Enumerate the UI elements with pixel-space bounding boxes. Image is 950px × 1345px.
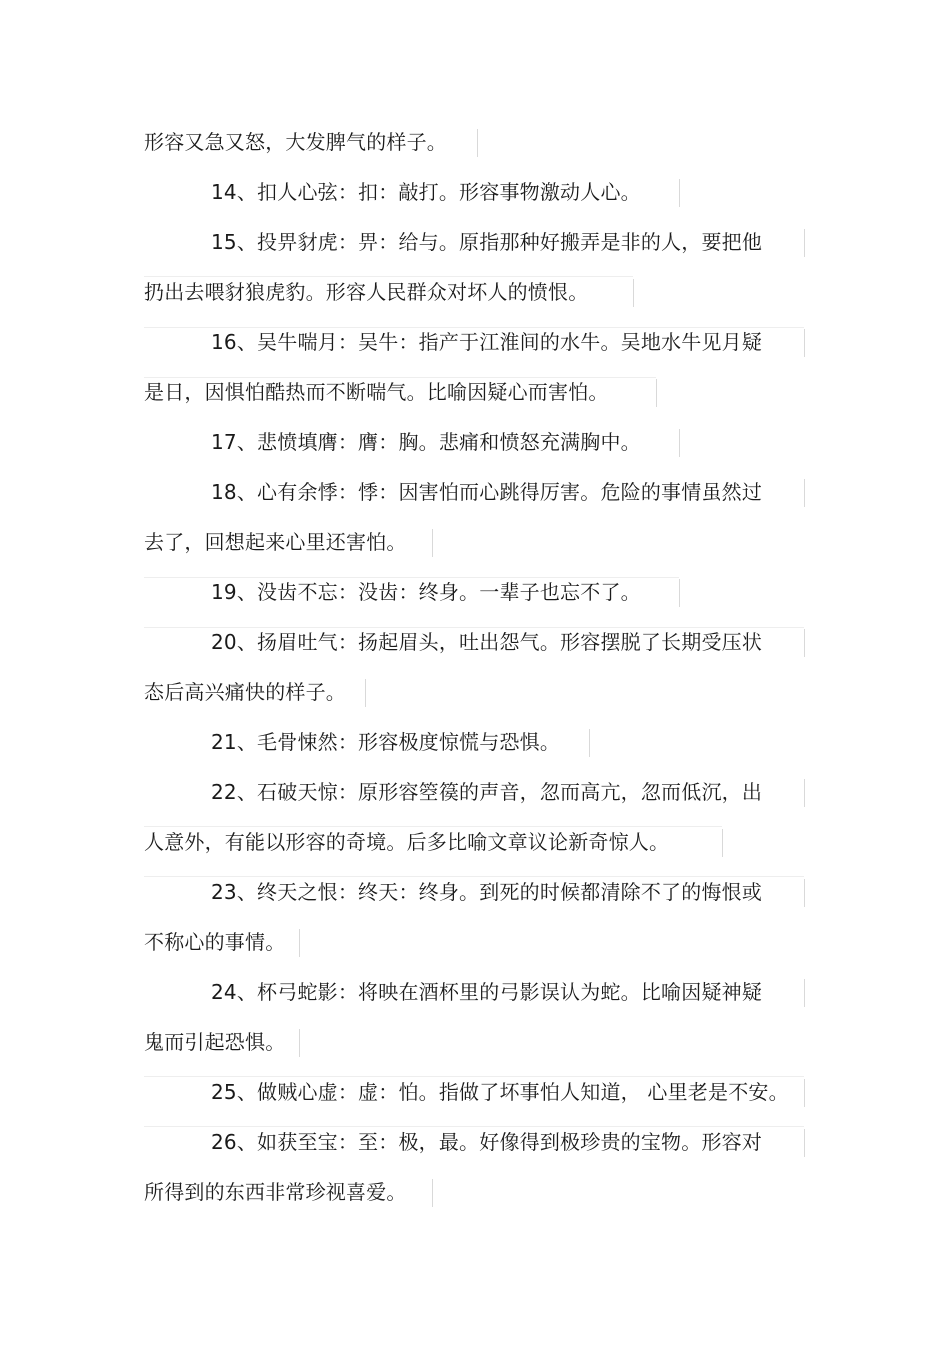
line-end-marker: [679, 579, 680, 607]
line-end-marker: [804, 629, 805, 657]
text-line: 22、石破天惊：原形容箜篌的声音，忽而高亢，忽而低沉，出: [211, 780, 763, 804]
line-end-marker: [679, 179, 680, 207]
text-line: 24、杯弓蛇影：将映在酒杯里的弓影误认为蛇。比喻因疑神疑: [211, 980, 763, 1004]
text-line: 23、终天之恨：终天：终身。到死的时候都清除不了的悔恨或: [211, 880, 763, 904]
line-end-marker: [633, 279, 634, 307]
text-line: 15、投畀豺虎：畀：给与。原指那种好搬弄是非的人，要把他: [211, 230, 763, 254]
line-end-marker: [804, 329, 805, 357]
line-end-marker: [804, 779, 805, 807]
text-line: 是日，因惧怕酷热而不断喘气。比喻因疑心而害怕。: [144, 380, 609, 404]
text-line: 所得到的东西非常珍视喜爱。: [144, 1180, 407, 1204]
line-end-marker: [656, 379, 657, 407]
line-end-marker: [299, 1029, 300, 1057]
line-end-marker: [432, 1179, 433, 1207]
line-end-marker: [804, 479, 805, 507]
line-end-marker: [432, 529, 433, 557]
line-end-marker: [589, 729, 590, 757]
text-line: 21、毛骨悚然：形容极度惊慌与恐惧。: [211, 730, 561, 754]
text-line: 鬼而引起恐惧。: [144, 1030, 286, 1054]
text-line: 17、悲愤填膺：膺：胸。悲痛和愤怒充满胸中。: [211, 430, 641, 454]
text-line: 26、如获至宝：至：极，最。好像得到极珍贵的宝物。形容对: [211, 1130, 763, 1154]
line-end-marker: [804, 1079, 805, 1107]
line-end-marker: [299, 929, 300, 957]
line-end-marker: [804, 879, 805, 907]
text-line: 18、心有余悸：悸：因害怕而心跳得厉害。危险的事情虽然过: [211, 480, 763, 504]
text-line: 16、吴牛喘月：吴牛：指产于江淮间的水牛。吴地水牛见月疑: [211, 330, 763, 354]
line-end-marker: [804, 1129, 805, 1157]
text-line: 扔出去喂豺狼虎豹。形容人民群众对坏人的愤恨。: [144, 280, 589, 304]
line-end-marker: [477, 129, 478, 157]
line-end-marker: [804, 979, 805, 1007]
text-line: 形容又急又怒，大发脾气的样子。: [144, 130, 447, 154]
text-line: 25、做贼心虚：虚：怕。指做了坏事怕人知道， 心里老是不安。: [211, 1080, 789, 1104]
text-line: 去了，回想起来心里还害怕。: [144, 530, 407, 554]
line-end-marker: [804, 229, 805, 257]
text-line: 不称心的事情。: [144, 930, 286, 954]
text-line: 人意外，有能以形容的奇境。后多比喻文章议论新奇惊人。: [144, 830, 670, 854]
text-line: 14、扣人心弦：扣：敲打。形容事物激动人心。: [211, 180, 641, 204]
text-line: 态后高兴痛快的样子。: [144, 680, 346, 704]
line-end-marker: [722, 829, 723, 857]
text-line: 19、没齿不忘：没齿：终身。一辈子也忘不了。: [211, 580, 641, 604]
text-line: 20、扬眉吐气：扬起眉头，吐出怨气。形容摆脱了长期受压状: [211, 630, 763, 654]
line-end-marker: [365, 679, 366, 707]
line-end-marker: [679, 429, 680, 457]
